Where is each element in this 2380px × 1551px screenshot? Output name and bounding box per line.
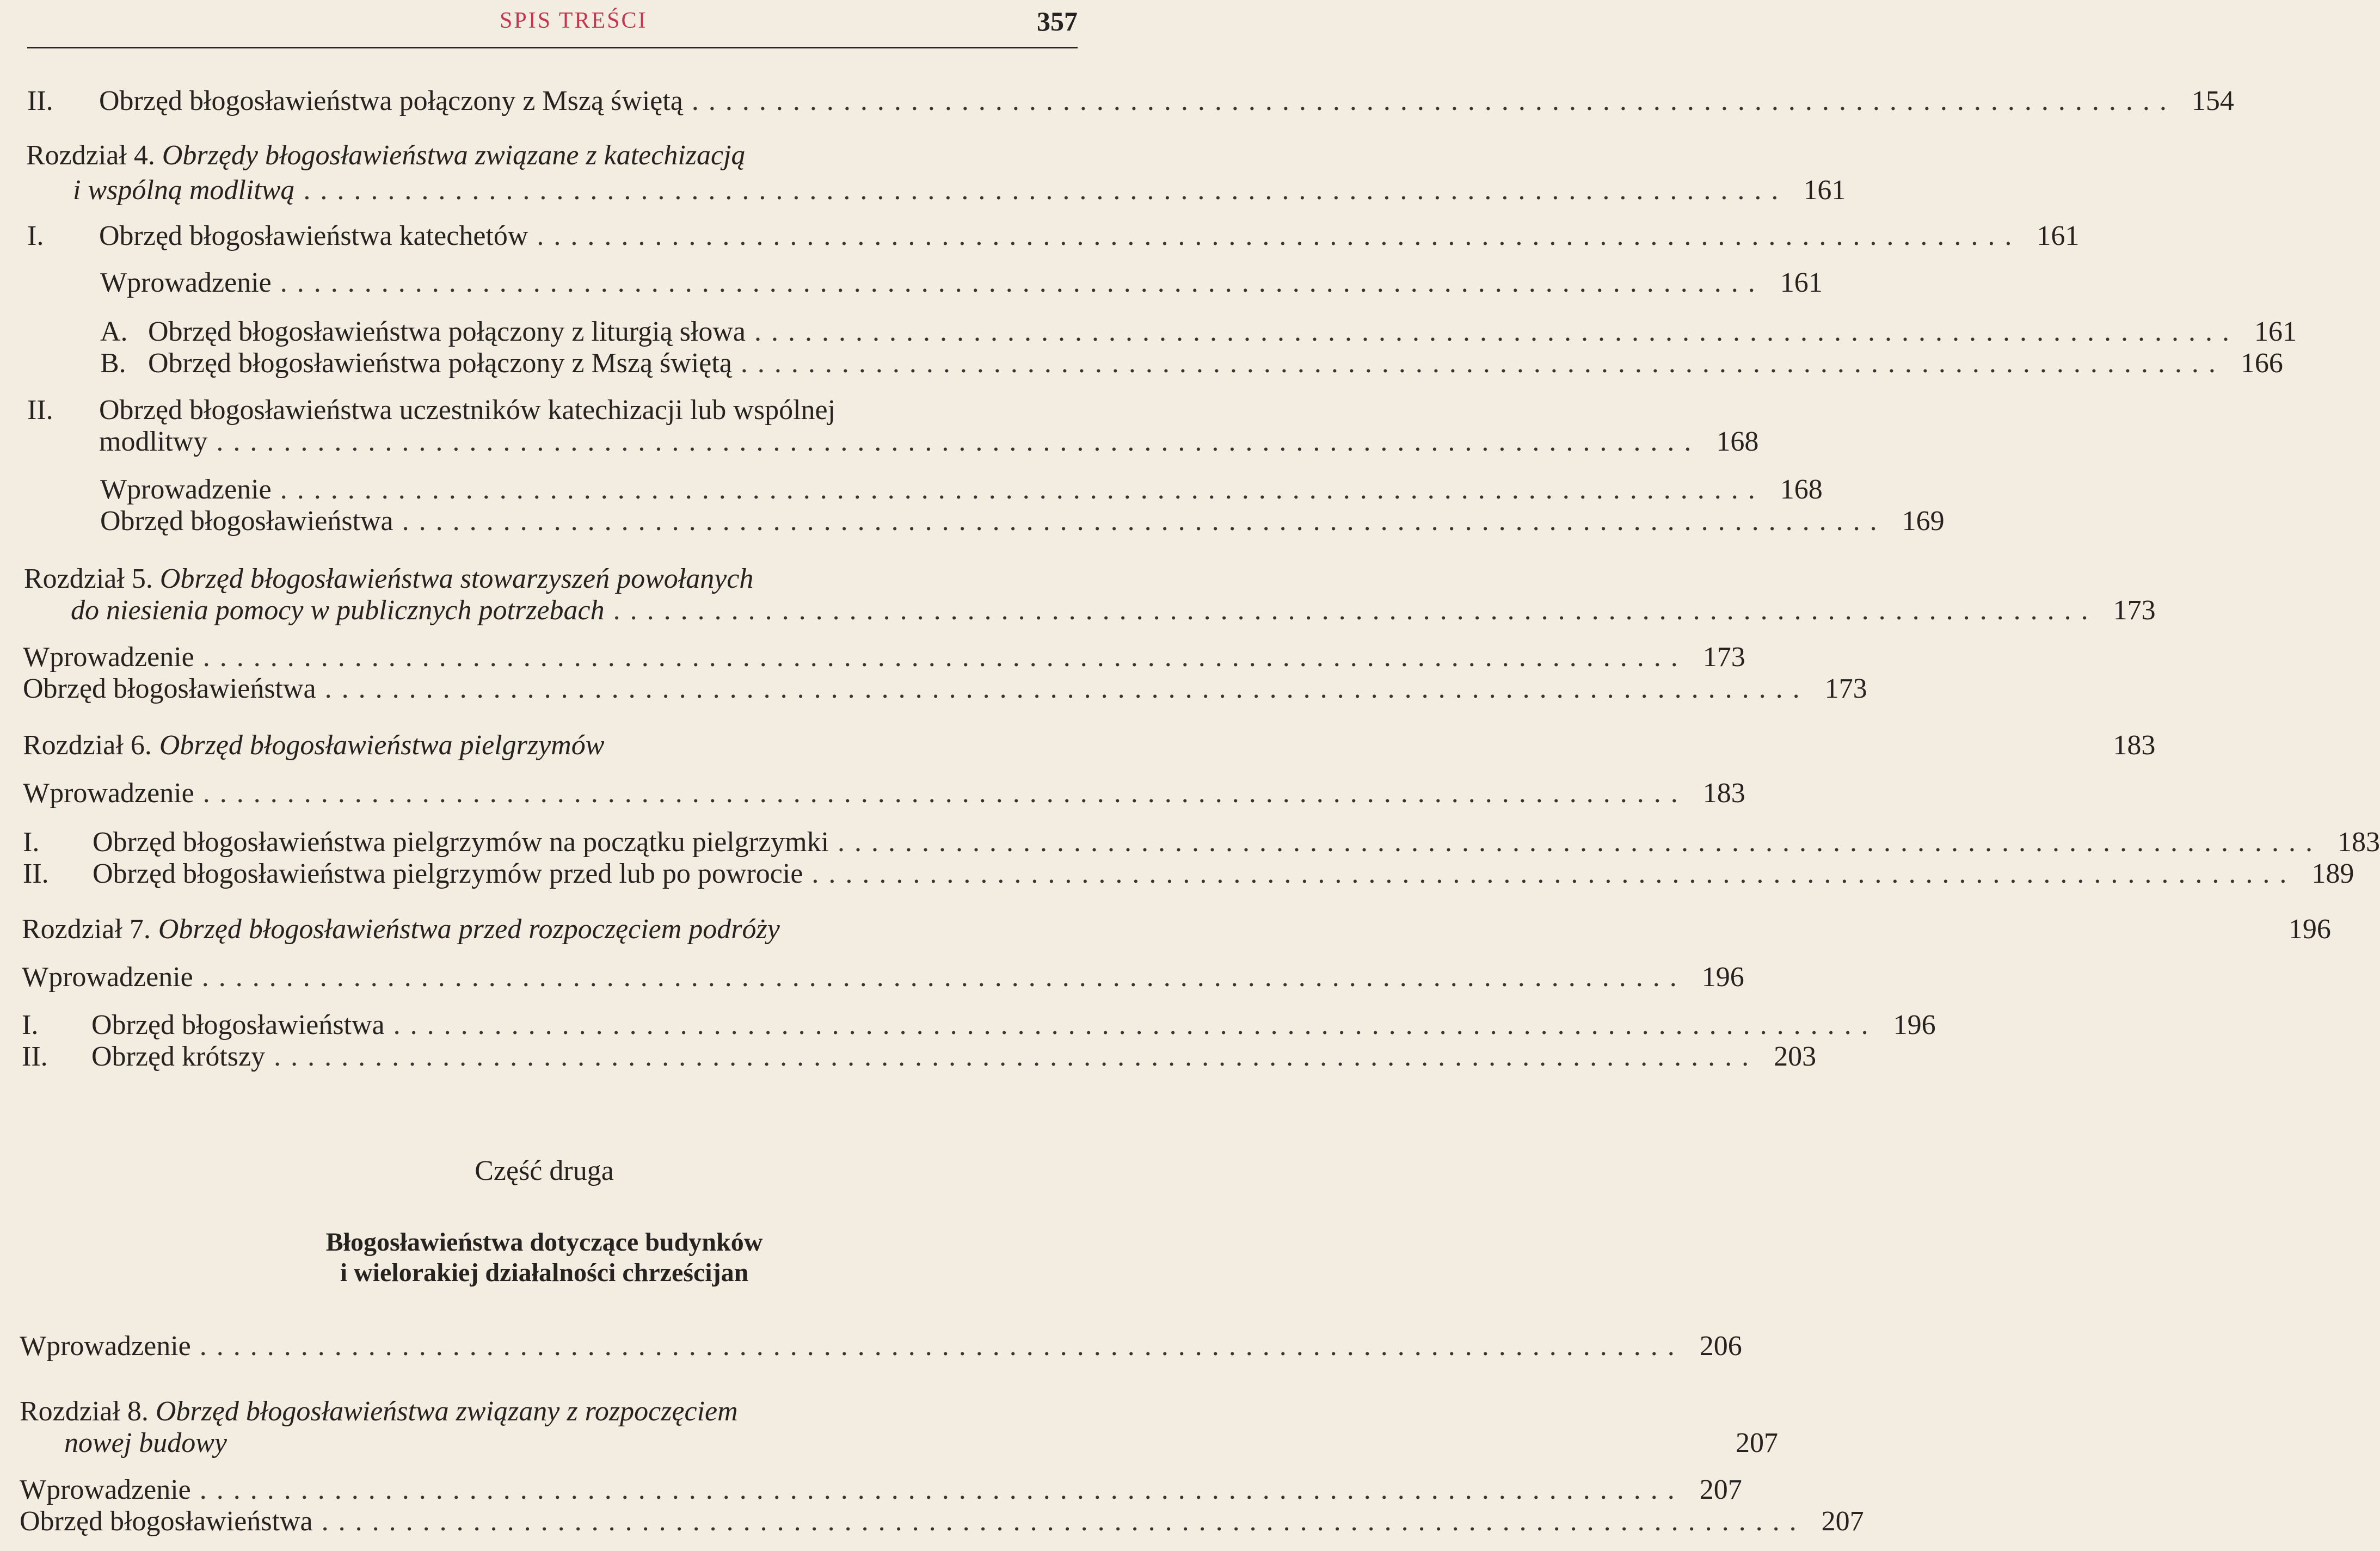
entry-label: Wprowadzenie (20, 1331, 191, 1362)
toc-entry (100, 472, 1823, 507)
entry-label: Obrzęd błogosławieństwa katechetów (99, 220, 528, 251)
entry-label: Obrzęd błogosławieństwa połączony z Mszą świętą (148, 348, 732, 379)
section-title-line-2: i wielorakiej działalności chrześcijan (340, 1258, 749, 1287)
dot-leader: ........................................................................................ (274, 1041, 1759, 1072)
chapter-number: Rozdział 6. (23, 730, 152, 761)
chapter-title: Obrzęd błogosławieństwa przed rozpoczęciem podróży (158, 914, 780, 945)
toc-entry (27, 393, 835, 428)
chapter-title-cont: do niesienia pomocy w publicznych potrzebach (71, 595, 605, 626)
toc-entry (100, 504, 1945, 539)
toc-entry (23, 776, 1745, 811)
entry-page: 168 (1716, 426, 1759, 457)
entry-page: 173 (1824, 673, 1867, 704)
entry-label: Wprowadzenie (23, 642, 194, 673)
entry-label: Obrzęd błogosławieństwa pielgrzymów na początku pielgrzymki (93, 827, 829, 858)
chapter-heading-continuation (64, 1426, 1778, 1461)
entry-page: 196 (1893, 1010, 1936, 1041)
part-title: Część druga (475, 1155, 614, 1186)
running-title: SPIS TREŚCI (500, 8, 648, 33)
toc-entry (22, 1008, 1936, 1043)
dot-leader: ........................................................................................ (613, 595, 2098, 626)
entry-label: Wprowadzenie (100, 474, 272, 505)
entry-label: Obrzęd błogosławieństwa połączony z Mszą świętą (99, 85, 683, 116)
entry-page: 207 (1699, 1474, 1742, 1505)
section-title-line-1: Błogosławieństwa dotyczące budynków (325, 1228, 763, 1257)
entry-label: Obrzęd błogosławieństwa (20, 1506, 313, 1537)
dot-leader: ........................................................................................ (740, 348, 2225, 379)
chapter-heading (20, 1394, 738, 1429)
toc-entry (20, 1329, 1742, 1364)
toc-entry (100, 346, 2283, 381)
chapter-heading-continuation (73, 173, 1846, 208)
toc-entry (20, 1473, 1742, 1507)
entry-label: Obrzęd błogosławieństwa uczestników katechizacji lub wspólnej (99, 395, 836, 426)
entry-label: Wprowadzenie (20, 1474, 191, 1505)
toc-entry (100, 315, 2297, 349)
entry-page: 207 (1735, 1427, 1778, 1458)
dot-leader: ........................................................................................ (199, 1331, 1684, 1362)
dot-leader: ........................................................................................ (280, 267, 1765, 298)
entry-page: 203 (1774, 1041, 1817, 1072)
dot-leader: ........................................................................................ (691, 85, 2176, 116)
dot-leader: ........................................................................................ (838, 827, 2323, 858)
entry-page: 173 (1702, 642, 1745, 673)
entry-page: 196 (2288, 914, 2331, 945)
dot-leader: ........................................................................................ (393, 1010, 1878, 1041)
chapter-number: Rozdział 5. (24, 563, 153, 594)
entry-label: Obrzęd błogosławieństwa (23, 673, 316, 704)
dot-leader: ........................................................................................ (754, 316, 2239, 347)
chapter-number: Rozdział 4. (26, 140, 155, 171)
chapter-heading (24, 562, 753, 596)
entry-label: Obrzęd błogosławieństwa pielgrzymów przed lub po powrocie (93, 858, 803, 889)
entry-page: 206 (1699, 1331, 1742, 1362)
dot-leader: ........................................................................................ (324, 673, 1810, 704)
toc-entry (23, 640, 1745, 675)
dot-leader: ........................................................................................ (199, 1474, 1684, 1505)
chapter-number: Rozdział 7. (22, 914, 151, 945)
entry-page: 161 (1780, 267, 1823, 298)
toc-entry (23, 857, 2354, 891)
page-number: 357 (1037, 6, 1078, 36)
dot-leader: ........................................................................................ (216, 426, 1701, 457)
entry-number: II. (27, 395, 53, 426)
entry-label: Obrzęd krótszy (91, 1041, 266, 1072)
chapter-heading (26, 138, 746, 173)
chapter-heading (23, 728, 2156, 763)
entry-page: 173 (2113, 595, 2156, 626)
dot-leader: ........................................................................................ (402, 506, 1887, 537)
entry-page: 169 (1902, 506, 1945, 537)
entry-label-cont: modlitwy (99, 426, 208, 457)
toc-entry (23, 672, 1867, 706)
chapter-title: Obrzęd błogosławieństwa stowarzyszeń powołanych (159, 563, 754, 594)
entry-number: B. (100, 348, 126, 379)
entry-number: II. (27, 85, 53, 116)
entry-label: Wprowadzenie (23, 778, 194, 809)
entry-label: Wprowadzenie (100, 267, 272, 298)
chapter-title: Obrzęd błogosławieństwa pielgrzymów (159, 730, 605, 761)
entry-page: 207 (1821, 1506, 1864, 1537)
toc-entry (27, 84, 2234, 119)
toc-entry (22, 960, 1744, 995)
toc-entry (22, 1039, 1817, 1074)
dot-leader: ........................................................................................ (303, 175, 1788, 206)
toc-entry-continuation (99, 424, 1759, 459)
dot-leader: ........................................................................................ (811, 858, 2297, 889)
entry-number: A. (100, 316, 128, 347)
toc-entry (23, 825, 2380, 860)
entry-page: 161 (1803, 175, 1846, 206)
toc-entry (27, 219, 2080, 254)
running-header (27, 0, 1078, 48)
entry-page: 166 (2240, 348, 2283, 379)
entry-page: 154 (2191, 85, 2234, 116)
chapter-heading-continuation (71, 593, 2156, 628)
entry-label: Obrzęd błogosławieństwa (91, 1010, 385, 1041)
entry-number: I. (27, 220, 44, 251)
entry-page: 183 (2338, 827, 2380, 858)
chapter-title: Obrzęd błogosławieństwa związany z rozpoczęciem (155, 1396, 738, 1427)
entry-page: 183 (1702, 778, 1745, 809)
entry-number: II. (22, 1041, 48, 1072)
entry-number: II. (23, 858, 49, 889)
dot-leader: ........................................................................................ (537, 220, 2022, 251)
dot-leader: ........................................................................................ (321, 1506, 1806, 1537)
entry-label: Obrzęd błogosławieństwa połączony z liturgią słowa (148, 316, 746, 347)
chapter-number: Rozdział 8. (20, 1396, 149, 1427)
chapter-title-cont: i wspólną modlitwą (73, 175, 295, 206)
entry-page: 196 (1701, 962, 1744, 993)
dot-leader: ........................................................................................ (280, 474, 1765, 505)
chapter-title-cont: nowej budowy (64, 1427, 227, 1458)
dot-leader: ........................................................................................ (202, 778, 1688, 809)
entry-label: Obrzęd błogosławieństwa (100, 506, 393, 537)
entry-number: I. (22, 1010, 39, 1041)
entry-page: 161 (2254, 316, 2297, 347)
entry-number: I. (23, 827, 40, 858)
toc-entry (20, 1504, 1864, 1539)
entry-page: 168 (1780, 474, 1823, 505)
chapter-heading (22, 912, 2331, 947)
dot-leader: ........................................................................................ (201, 962, 1687, 993)
entry-page: 183 (2113, 730, 2156, 761)
entry-label: Wprowadzenie (22, 962, 193, 993)
entry-page: 161 (2037, 220, 2080, 251)
chapter-title: Obrzędy błogosławieństwa związane z katechizacją (162, 140, 746, 171)
entry-page: 189 (2311, 858, 2354, 889)
dot-leader: ........................................................................................ (202, 642, 1688, 673)
toc-entry (100, 266, 1823, 300)
